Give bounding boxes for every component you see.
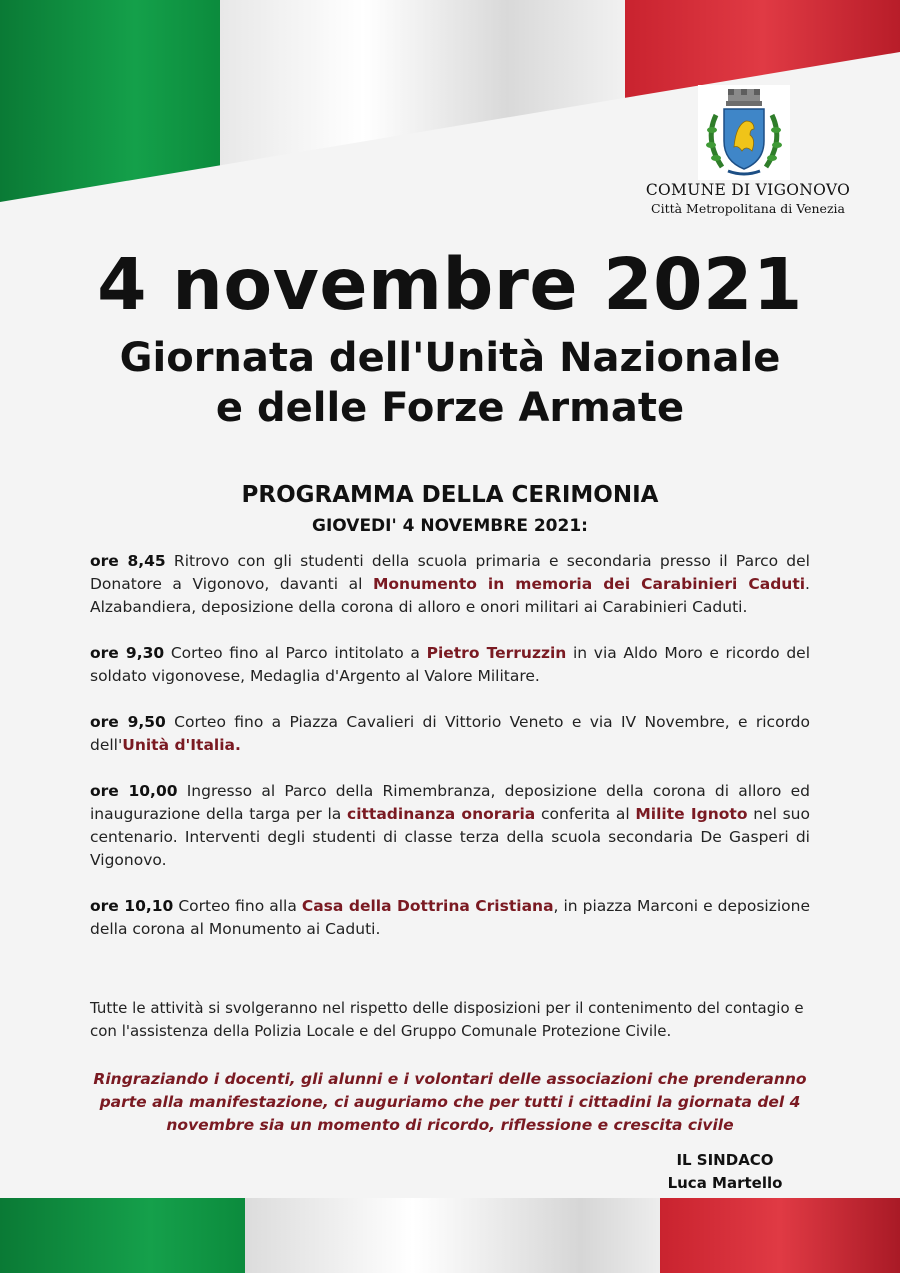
item-time: ore 10,00	[90, 782, 178, 800]
item-text: Ingresso al Parco della Rimembranza, deposizione della corona di alloro ed inaugurazione della targa per la	[90, 782, 810, 823]
item-text: Corteo fino alla	[173, 897, 302, 915]
item-time: ore 9,30	[90, 644, 165, 662]
program-list	[90, 550, 810, 964]
thanks-message: Ringraziando i docenti, gli alunni e i volontari delle associazioni che prenderanno parte alla manifestazione, ci auguriamo che per tutti i cittadini la giornata del 4 novembre sia un momento di ricordo, riflessione e crescita civile	[93, 1070, 807, 1134]
program-item	[90, 780, 810, 872]
program-item	[90, 642, 810, 688]
item-text: . Alzabandiera, deposizione della corona di alloro e onori militari ai Carabinieri Caduti.	[90, 575, 810, 616]
safety-note: Tutte le attività si svolgeranno nel rispetto delle disposizioni per il contenimento del contagio e con l'assistenza della Polizia Locale e del Gruppo Comunale Protezione Civile.	[90, 999, 804, 1040]
program-item	[90, 895, 810, 941]
flag-banner-bottom	[0, 1198, 900, 1273]
item-highlight: Casa della Dottrina Cristiana	[301, 897, 554, 915]
item-highlight: Unità d'Italia.	[122, 736, 241, 754]
program-heading: PROGRAMMA DELLA CERIMONIA	[241, 482, 659, 508]
program-item	[90, 550, 810, 619]
signature-block	[620, 1149, 830, 1195]
event-title	[0, 333, 900, 433]
item-text: nel suo centenario. Interventi degli studenti di classe terza della scuola secondaria De Gasperi di Vigonovo.	[90, 805, 810, 869]
item-text: Corteo fino al Parco intitolato a	[164, 644, 427, 662]
program-day: GIOVEDI' 4 NOVEMBRE 2021:	[312, 516, 588, 536]
item-time: ore 8,45	[90, 552, 166, 570]
item-highlight: Milite Ignoto	[635, 805, 748, 823]
program-item	[90, 711, 810, 757]
coat-of-arms-icon	[698, 85, 790, 180]
item-highlight: cittadinanza onoraria	[347, 805, 536, 823]
event-title-line2: e delle Forze Armate	[215, 385, 685, 431]
comune-subtitle: Città Metropolitana di Venezia	[651, 201, 845, 216]
item-time: ore 9,50	[90, 713, 166, 731]
item-highlight: Monumento in memoria dei Carabinieri Caduti	[372, 575, 806, 593]
item-text: conferita al	[535, 805, 636, 823]
comune-header	[600, 181, 896, 216]
item-text: , in piazza Marconi e deposizione della corona al Monumento ai Caduti.	[90, 897, 811, 938]
item-text: Ritrovo con gli studenti della scuola primaria e secondaria presso il Parco del Donatore a Vigonovo, davanti al	[90, 552, 810, 593]
item-time: ore 10,10	[90, 897, 174, 915]
item-text: Corteo fino a Piazza Cavalieri di Vittorio Veneto e via IV Novembre, e ricordo dell'	[90, 713, 810, 754]
comune-name: COMUNE DI VIGONOVO	[645, 181, 851, 199]
signature-name: Luca Martello	[667, 1174, 783, 1192]
event-title-line1: Giornata dell'Unità Nazionale	[119, 335, 781, 381]
item-highlight: Pietro Terruzzin	[426, 644, 567, 662]
item-text: in via Aldo Moro e ricordo del soldato vigonovese, Medaglia d'Argento al Valore Militare.	[90, 644, 810, 685]
event-date-title: 4 novembre 2021	[97, 243, 803, 326]
signature-role: IL SINDACO	[676, 1151, 774, 1169]
